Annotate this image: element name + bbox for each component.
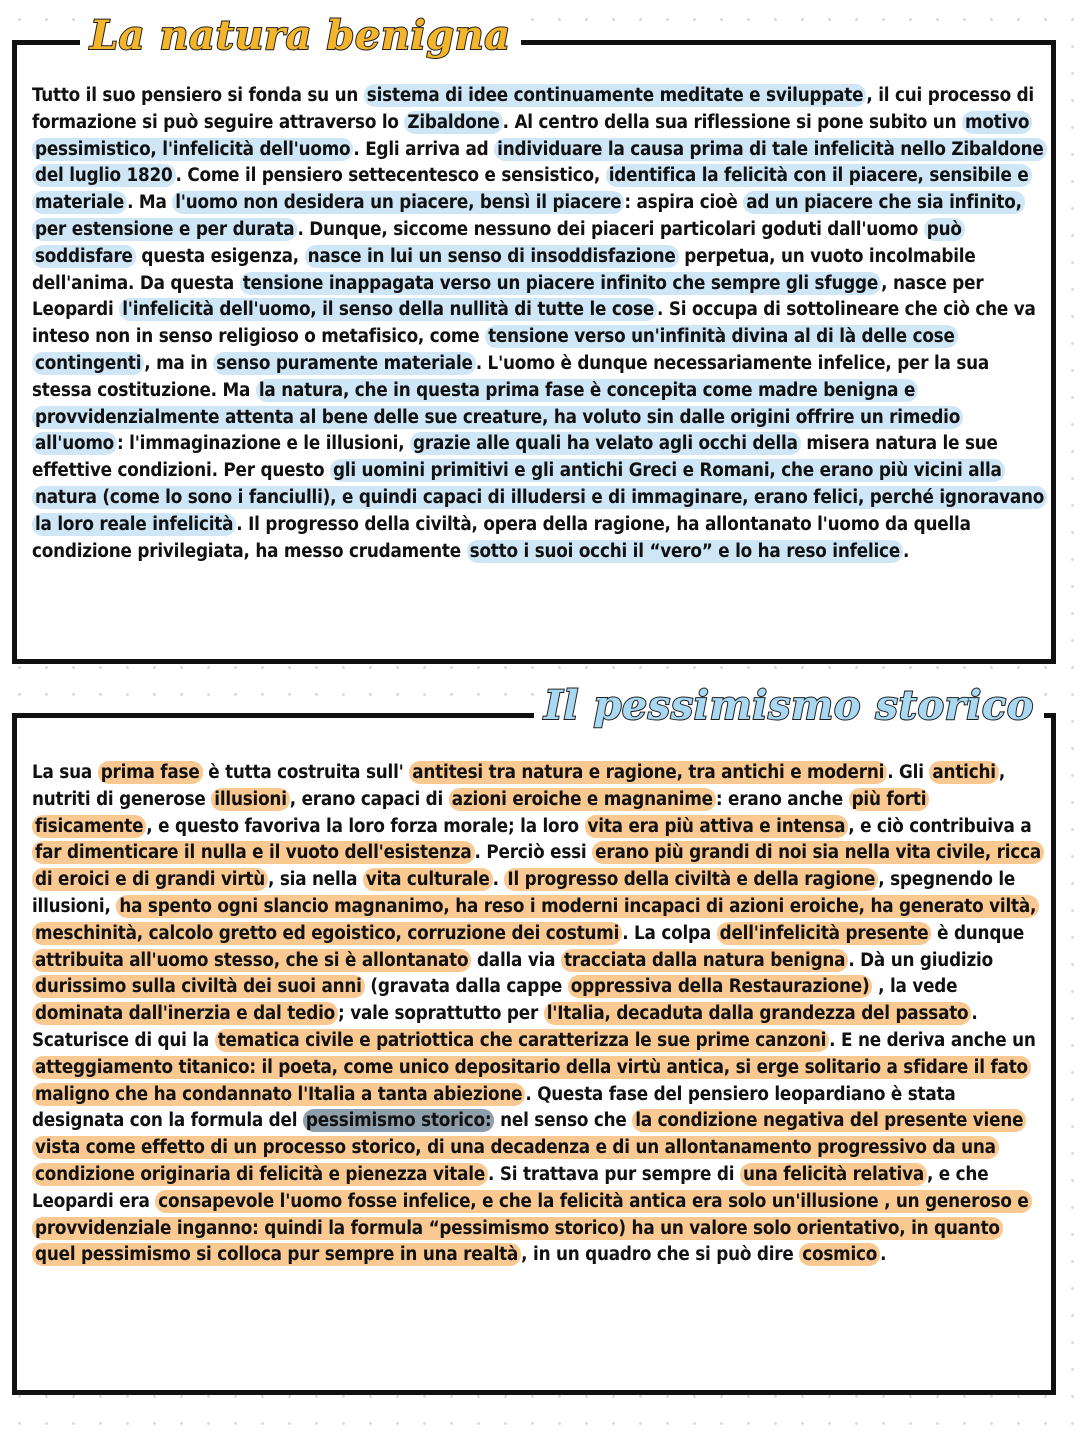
text-run: (gravata dalla cappe: [364, 976, 568, 998]
text-run: . Si trattava pur sempre di: [488, 1163, 740, 1185]
highlighted-phrase: illusioni: [211, 788, 290, 811]
highlighted-phrase: può soddisfare: [32, 218, 965, 268]
highlighted-phrase: tracciata dalla natura benigna: [561, 949, 848, 972]
text-run: : aspira cioè: [624, 192, 744, 214]
highlighted-phrase: antichi: [929, 761, 998, 784]
highlighted-phrase: tensione inappagata verso un piacere infinito che sempre gli sfugge: [240, 272, 881, 295]
text-run: . Egli arriva ad: [353, 138, 495, 160]
highlighted-phrase: atteggiamento titanico: il poeta, come unico depositario della virtù antica, si erge solitario a sfidare il fato maligno che ha condannato l'Italia a tanta abiezione: [32, 1056, 1031, 1106]
text-run: , sia nella: [268, 869, 363, 891]
text-run: Tutto il suo pensiero si fonda su un: [32, 85, 364, 106]
highlighted-phrase: ad un piacere che sia infinito, per estensione e per durata: [32, 191, 1025, 241]
text-run: , ma in: [144, 352, 214, 374]
text-run: perpetua, un vuoto incolmabile dell'anima. Da questa: [32, 245, 976, 294]
highlighted-phrase: motivo pessimistico, l'infelicità dell'uomo: [32, 111, 1032, 161]
text-run: . Questa fase del pensiero leopardiano è stata designata con la formula del: [32, 1083, 956, 1132]
text-run: . La colpa: [622, 922, 717, 944]
text-run: . Gli: [887, 762, 930, 783]
text-run: . Dà un giudizio: [848, 949, 993, 971]
text-run: , il cui processo di formazione si può seguire attraverso lo: [32, 85, 1034, 133]
highlighted-phrase: tensione verso un'infinità divina al di là delle cose contingenti: [32, 325, 958, 375]
highlighted-phrase: più forti fisicamente: [32, 788, 929, 838]
text-run: , la vede: [872, 976, 958, 998]
text-run: . Perciò essi: [474, 842, 593, 864]
section-title-natura-benigna: La natura benigna: [80, 16, 521, 56]
highlighted-phrase: l'infelicità dell'uomo, il senso della nullità di tutte le cose: [119, 298, 657, 321]
text-run: , e che Leopardi era: [32, 1163, 989, 1212]
highlighted-phrase: erano più grandi di noi sia nella vita civile, ricca di eroici e di grandi virtù: [32, 841, 1044, 891]
highlighted-phrase: durissimo sulla civiltà dei suoi anni: [32, 975, 365, 998]
highlighted-phrase: consapevole l'uomo fosse infelice, e che la felicità antica era solo un'illusione , un generoso e provvidenziale inganno: quindi la formula “pessimismo storico) ha un valore solo orientativo, in quanto quel pessimismo si colloca pur sempre in una realtà: [32, 1190, 1032, 1267]
text-run: . Si occupa di sottolineare che ciò che va inteso non in senso religioso o metafisico, come: [32, 299, 1036, 348]
highlighted-phrase: attribuita all'uomo stesso, che si è allontanato: [32, 949, 471, 972]
text-run: . E ne deriva anche un: [829, 1029, 1036, 1051]
text-run: .: [492, 869, 505, 891]
highlighted-phrase: vita culturale: [363, 868, 493, 891]
highlighted-phrase: Zibaldone: [404, 111, 502, 134]
highlighted-phrase: l'uomo non desidera un piacere, bensì il piacere: [172, 191, 624, 214]
highlighted-phrase: oppressiva della Restaurazione): [568, 975, 873, 998]
text-run: . Come il pensiero settecentesco e sensistico,: [175, 165, 606, 187]
text-run: . Al centro della sua riflessione si pone subito un: [502, 111, 962, 133]
highlighted-phrase-dark: pessimismo storico:: [303, 1109, 495, 1132]
highlighted-phrase: una felicità relativa: [740, 1163, 927, 1186]
highlighted-phrase: dell'infelicità presente: [717, 922, 932, 945]
text-run: : l'immaginazione e le illusioni,: [117, 433, 411, 455]
text-run: ; vale soprattutto per: [338, 1003, 544, 1025]
text-run: .: [880, 1244, 887, 1266]
text-run: , nutriti di generose: [32, 762, 1005, 810]
highlighted-phrase: senso puramente materiale: [213, 352, 476, 375]
highlighted-phrase: l'Italia, decaduta dalla grandezza del passato: [544, 1002, 972, 1025]
paragraph-pessimismo-storico: [32, 760, 1044, 1269]
text-run: misera natura le sue effettive condizioni. Per questo: [32, 433, 998, 482]
text-run: . Dunque, siccome nessuno dei piaceri particolari goduti dall'uomo: [297, 218, 924, 240]
highlighted-phrase: prima fase: [98, 761, 203, 784]
text-run: , nasce per Leopardi: [32, 272, 984, 321]
text-run: , in un quadro che si può dire: [521, 1244, 800, 1266]
highlighted-phrase: ha spento ogni slancio magnanimo, ha reso i moderni incapaci di azioni eroiche, ha generato viltà, meschinità, calcolo gretto ed egoistico, corruzione dei costumi: [32, 895, 1039, 945]
text-run: , spegnendo le illusioni,: [32, 869, 1016, 917]
text-run: : erano anche: [715, 788, 849, 810]
highlighted-phrase: la condizione negativa del presente viene vista come effetto di un processo storico, di una decadenza e di un allontanamento progressivo da una condizione originaria di felicità e pienezza vitale: [32, 1109, 1026, 1186]
text-run: nel senso che: [494, 1110, 633, 1132]
highlighted-phrase: dominata dall'inerzia e dal tedio: [32, 1002, 338, 1025]
text-run: dalla via: [471, 949, 561, 971]
highlighted-phrase: nasce in lui un senso di insoddisfazione: [305, 245, 679, 268]
section-title-pessimismo-storico: Il pessimismo storico: [534, 686, 1044, 726]
highlighted-phrase: antitesi tra natura e ragione, tra antichi e moderni: [409, 761, 887, 784]
highlighted-phrase: vita era più attiva e intensa: [585, 815, 849, 838]
text-run: . Scaturisce di qui la: [32, 1003, 978, 1051]
text-run: .: [903, 540, 910, 562]
paragraph-natura-benigna: [32, 83, 1047, 565]
highlighted-phrase: identifica la felicità con il piacere, sensibile e materiale: [32, 164, 1032, 214]
highlighted-phrase: sistema di idee continuamente meditate e sviluppate: [364, 84, 867, 107]
text-run: La sua: [32, 762, 98, 783]
text-run: è dunque: [931, 922, 1025, 944]
text-run: , e ciò contribuiva a: [848, 815, 1032, 837]
text-run: è tutta costruita sull': [202, 762, 410, 783]
text-run: , e questo favoriva la loro forza morale; la loro: [146, 815, 585, 837]
highlighted-phrase: cosmico: [799, 1243, 880, 1266]
text-run: . Ma: [127, 192, 173, 214]
highlighted-phrase: azioni eroiche e magnanime: [449, 788, 716, 811]
text-run: questa esigenza,: [135, 245, 305, 267]
text-run: , erano capaci di: [289, 788, 449, 810]
highlighted-phrase: Il progresso della civiltà e della ragione: [504, 868, 878, 891]
highlighted-phrase: individuare la causa prima di tale infelicità nello Zibaldone del luglio 1820: [32, 138, 1047, 188]
highlighted-phrase: far dimenticare il nulla e il vuoto dell'esistenza: [32, 841, 475, 864]
highlighted-phrase: tematica civile e patriottica che caratterizza le sue prime canzoni: [215, 1029, 829, 1052]
text-run: . Il progresso della civiltà, opera della ragione, ha allontanato l'uomo da quella condizione privilegiata, ha messo crudamente: [32, 513, 971, 562]
text-run: . L'uomo è dunque necessariamente infelice, per la sua stessa costituzione. Ma: [32, 352, 990, 401]
highlighted-phrase: gli uomini primitivi e gli antichi Greci e Romani, che erano più vicini alla natura (come lo sono i fanciulli), e quindi capaci di illudersi e di immaginare, erano felici, perché ignoravano la loro reale infelicità: [32, 459, 1047, 536]
highlighted-phrase: grazie alle quali ha velato agli occhi della: [410, 432, 801, 455]
highlighted-phrase: sotto i suoi occhi il “vero” e lo ha reso infelice: [467, 540, 903, 563]
highlighted-phrase: la natura, che in questa prima fase è concepita come madre benigna e provvidenzialmente attenta al bene delle sue creature, ha voluto sin dalle origini offrire un rimedio all'uomo: [32, 379, 963, 456]
